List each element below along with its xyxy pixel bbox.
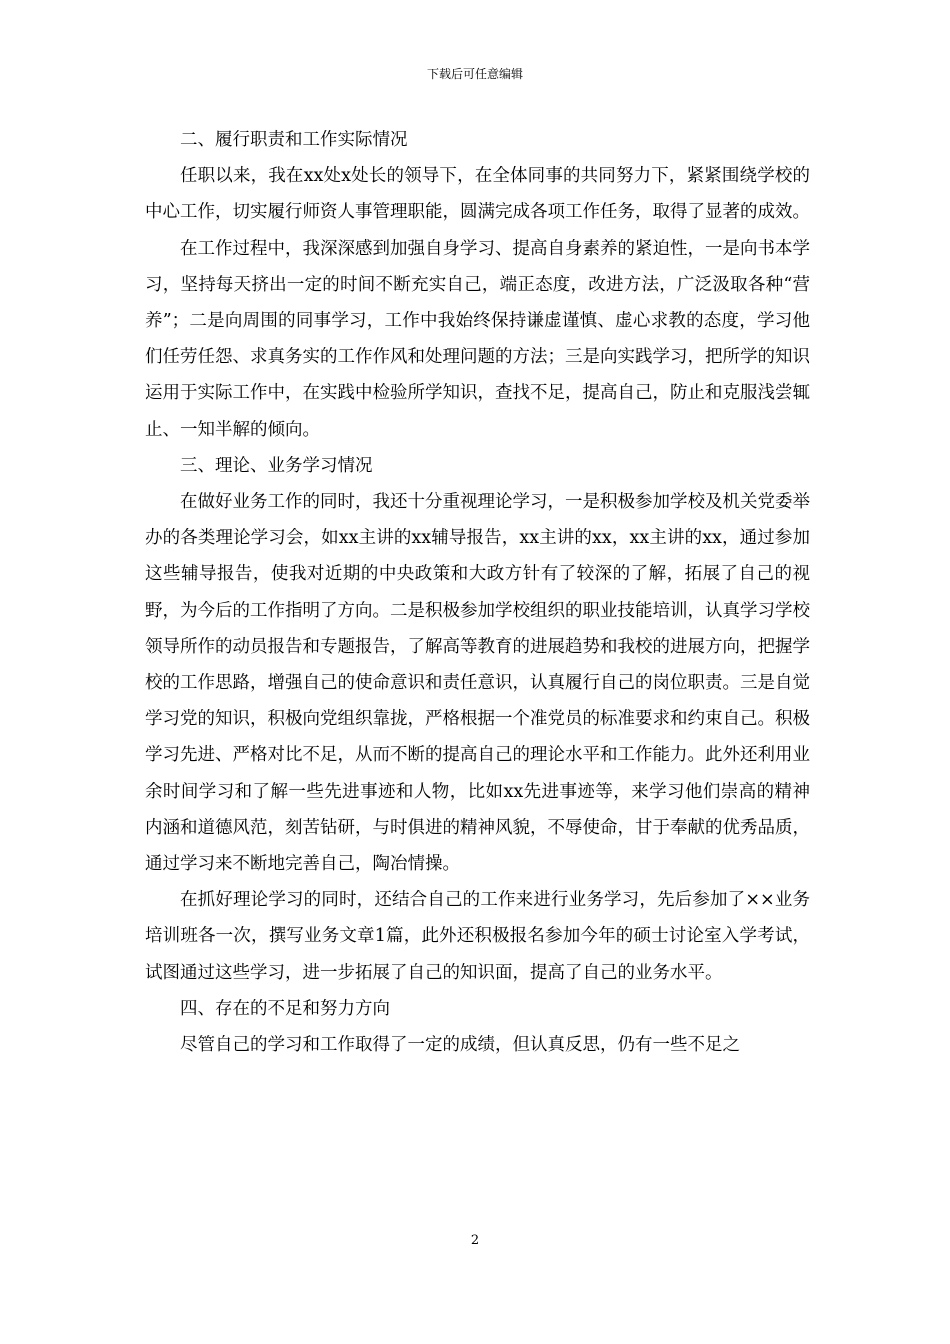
page-header: 下载后可任意编辑	[426, 67, 523, 81]
body-paragraph: 任职以来，我在xx处x处长的领导下，在全体同事的共同努力下，紧紧围绕学校的中心工作，切实履行师资人事管理职能，圆满完成各项工作任务，取得了显著的成效。	[145, 166, 810, 223]
body-paragraph: 在工作过程中，我深深感到加强自身学习、提高自身素养的紧迫性，一是向书本学习，坚持每天挤出一定的时间不断充实自己，端正态度，改进方法，广泛汲取各种“营养”；二是向周围的同事学习，工作中我始终保持谦虚谨慎、虚心求教的态度，学习他们任劳任怨、求真务实的工作作风和处理问题的方法；三是向实践学习，把所学的知识运用于实际工作中，在实践中检验所学知识，查找不足，提高自己，防止和克服浅尝辄止、一知半解的倾向。	[145, 238, 810, 440]
page-number: 2	[470, 1233, 480, 1248]
document-body	[145, 122, 810, 1063]
body-paragraph: 在做好业务工作的同时，我还十分重视理论学习，一是积极参加学校及机关党委举办的各类理论学习会，如xx主讲的xx辅导报告，xx主讲的xx，xx主讲的xx，通过参加这些辅导报告，使我对近期的中央政策和大政方针有了较深的了解，拓展了自己的视野，为今后的工作指明了方向。二是积极参加学校组织的职业技能培训，认真学习学校领导所作的动员报告和专题报告，了解高等教育的进展趋势和我校的进展方向，把握学校的工作思路，增强自己的使命意识和责任意识，认真履行自己的岗位职责。三是自觉学习党的知识，积极向党组织靠拢，严格根据一个准党员的标准要求和约束自己。积极学习先进、严格对比不足，从而不断的提高自己的理论水平和工作能力。此外还利用业余时间学习和了解一些先进事迹和人物，比如xx先进事迹等，来学习他们崇高的精神内涵和道德风范，刻苦钻研，与时俱进的精神风貌，不辱使命，甘于奉献的优秀品质，通过学习来不断地完善自己，陶冶情操。	[145, 492, 810, 875]
section-heading: 四、存在的不足和努力方向	[180, 998, 390, 1019]
body-paragraph: 尽管自己的学习和工作取得了一定的成绩，但认真反思，仍有一些不足之	[180, 1035, 740, 1056]
body-paragraph: 在抓好理论学习的同时，还结合自己的工作来进行业务学习，先后参加了××业务培训班各一次，撰写业务文章1篇，此外还积极报名参加今年的硕士讨论室入学考试，试图通过这些学习，进一步拓展了自己的知识面，提高了自己的业务水平。	[145, 890, 810, 983]
section-heading: 二、履行职责和工作实际情况	[180, 130, 408, 150]
section-heading: 三、理论、业务学习情况	[180, 455, 373, 476]
